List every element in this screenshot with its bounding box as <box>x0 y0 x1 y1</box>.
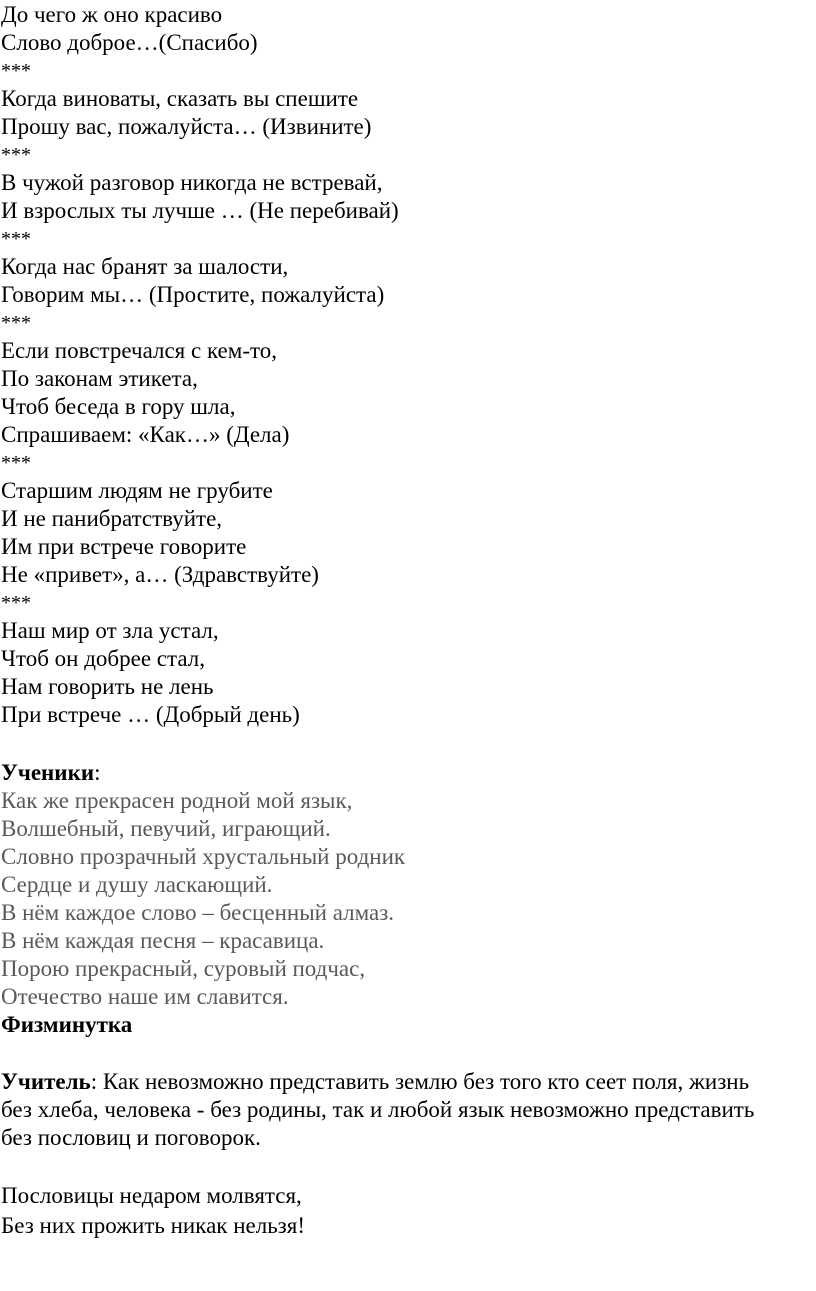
poem-line: Чтоб он добрее стал, <box>1 646 205 671</box>
poem-line: Спрашиваем: «Как…» (Дела) <box>1 422 290 447</box>
poem-line: Старшим людям не грубите <box>1 478 273 503</box>
poem-line: И взрослых ты лучше … (Не перебивай) <box>1 198 399 223</box>
section-separator: *** <box>1 60 31 82</box>
poem-line: Когда виноваты, сказать вы спешите <box>1 86 359 111</box>
poem-line: При встрече … (Добрый день) <box>1 702 300 727</box>
closing-line: Пословицы недаром молвятся, <box>1 1183 302 1208</box>
students-line: Порою прекрасный, суровый подчас, <box>1 956 366 981</box>
section-separator: *** <box>1 144 31 166</box>
teacher-line: без пословиц и поговорок. <box>1 1125 261 1150</box>
students-line: Отечество наше им славится. <box>1 984 289 1009</box>
poem-line: И не панибратствуйте, <box>1 506 223 531</box>
students-line: Словно прозрачный хрустальный родник <box>1 844 406 869</box>
poem-line: По законам этикета, <box>1 366 198 391</box>
poem-line: Слово доброе…(Спасибо) <box>1 30 258 55</box>
teacher-label: Учитель <box>1 1069 91 1094</box>
students-heading <box>1 759 100 787</box>
section-separator: *** <box>1 228 31 250</box>
teacher-text: : Как невозможно представить землю без того кто сеет поля, жизнь <box>90 1069 750 1094</box>
students-line: Сердце и душу ласкающий. <box>1 872 273 897</box>
students-colon: : <box>94 760 101 785</box>
section-separator: *** <box>1 592 31 614</box>
poem-line: Говорим мы… (Простите, пожалуйста) <box>1 282 385 307</box>
poem-line: Им при встрече говорите <box>1 534 247 559</box>
poem-line: Не «привет», а… (Здравствуйте) <box>1 562 319 587</box>
section-separator: *** <box>1 312 31 334</box>
poem-line: Наш мир от зла устал, <box>1 618 219 643</box>
poem-line: В чужой разговор никогда не встревай, <box>1 170 383 195</box>
poem-line: Прошу вас, пожалуйста… (Извините) <box>1 114 372 139</box>
poem-line: Если повстречался с кем-то, <box>1 338 277 363</box>
students-line: В нём каждое слово – бесценный алмаз. <box>1 900 395 925</box>
closing-line: Без них прожить никак нельзя! <box>1 1213 306 1238</box>
poem-line: Нам говорить не лень <box>1 674 214 699</box>
students-label: Ученики <box>1 760 95 785</box>
students-line: Как же прекрасен родной мой язык, <box>1 788 353 813</box>
teacher-line: без хлеба, человека - без родины, так и любой язык невозможно представить <box>1 1097 755 1122</box>
students-line: В нём каждая песня – красавица. <box>1 928 325 953</box>
students-line: Волшебный, певучий, играющий. <box>1 816 331 841</box>
poem-line: Чтоб беседа в гору шла, <box>1 394 236 419</box>
poem-line: Когда нас бранят за шалости, <box>1 254 289 279</box>
exercise-heading: Физминутка <box>1 1012 133 1037</box>
poem-line: До чего ж оно красиво <box>1 2 223 27</box>
teacher-line <box>1 1068 749 1096</box>
section-separator: *** <box>1 452 31 474</box>
